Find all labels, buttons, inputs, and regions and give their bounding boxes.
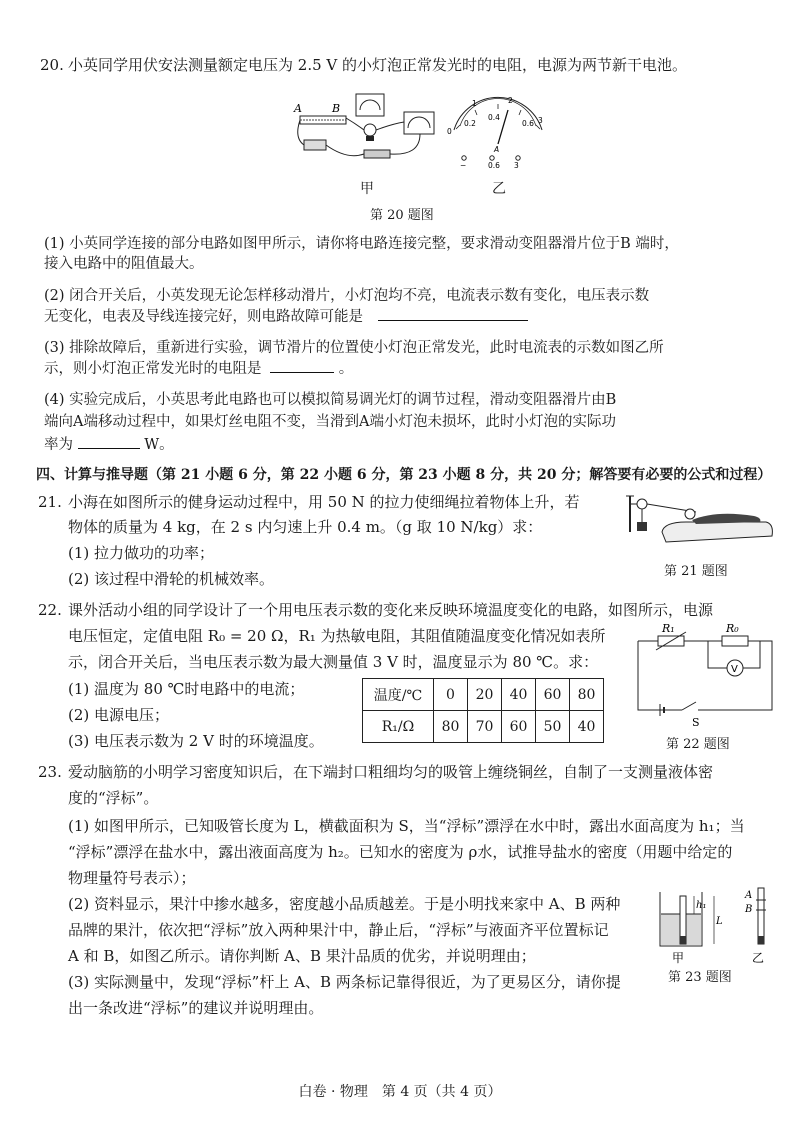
- q21-sub1: (1) 拉力做功的功率；: [68, 544, 215, 562]
- dial-tick-3: 3: [538, 116, 543, 125]
- q20-part4-line3: [44, 434, 174, 455]
- q23-number: 23.: [38, 763, 62, 781]
- table-row-temperature: [363, 679, 604, 711]
- dial-tick-0-2: 0.2: [464, 119, 476, 128]
- table-cell: 60: [502, 711, 536, 743]
- q20-part3-line1: (3) 排除故障后，重新进行实验，调节滑片的位置使小灯泡正常发光，此时电流表的示数如图乙所: [44, 340, 664, 356]
- q20-part3-text: 示，则小灯泡正常发光时的电阻是: [44, 361, 262, 377]
- q22-line3: 示，闭合开关后，当电压表示数为最大测量值 3 V 时，温度显示为 80 ℃。求：: [68, 653, 599, 671]
- table-cell: 20: [468, 679, 502, 711]
- r0-label: R₀: [726, 622, 739, 635]
- q20-figure-label-yi: 乙: [492, 181, 506, 197]
- mark-a-label: A: [745, 890, 753, 901]
- q20-part1-line1: (1) 小英同学连接的部分电路如图甲所示，请你将电路连接完整，要求滑动变阻器滑片位于B 端时，: [44, 236, 679, 252]
- q22-data-table: [362, 678, 604, 743]
- q20-part1-line2: 接入电路中的阻值最大。: [44, 256, 204, 272]
- q22-circuit-figure: [630, 618, 780, 728]
- q20-part4-text: 率为: [44, 437, 73, 453]
- q20-stem: 小英同学用伏安法测量额定电压为 2.5 V 的小灯泡正常发光时的电阻，电源为两节新干电池。: [68, 56, 687, 74]
- q20-part3-end: 。: [338, 361, 354, 377]
- q20-part2-answer-blank[interactable]: [378, 306, 528, 321]
- q20-part4-line1: (4) 实验完成后，小英思考此电路也可以模拟简易调光灯的调节过程，滑动变阻器滑片由B: [44, 392, 617, 408]
- table-row-resistance: [363, 711, 604, 743]
- q23-part2-line3: A 和 B，如图乙所示。请你判断 A、B 果汁品质的优劣，并说明理由；: [68, 947, 536, 965]
- q22-number: 22.: [38, 601, 62, 619]
- q22-figure-caption: 第 22 题图: [666, 737, 730, 752]
- dial-letter-a: A: [494, 145, 500, 154]
- q20-part4-line2: 端向A端移动过程中，如果灯丝电阻不变，当滑到A端小灯泡未损坏，此时小灯泡的实际功: [44, 414, 616, 430]
- terminal-a-label: A: [294, 102, 302, 115]
- bulb: [364, 124, 376, 136]
- terminal-minus: −: [460, 161, 467, 170]
- q22-sub3: (3) 电压表示数为 2 V 时的环境温度。: [68, 732, 324, 750]
- q23-line2: 度的“浮标”。: [68, 789, 159, 807]
- figure-yi-label: 乙: [752, 951, 765, 965]
- switch: [364, 150, 390, 158]
- q21-number: 21.: [38, 493, 62, 511]
- mat: [662, 522, 772, 542]
- q20-part3-line2: [44, 358, 353, 379]
- voltmeter-label: V: [731, 664, 738, 675]
- q23-part1-line3: 物理量符号表示）；: [68, 869, 196, 887]
- q20-ammeter-dial-figure: [442, 96, 554, 172]
- section-4-heading: 四、计算与推导题（第 21 小题 6 分，第 22 小题 6 分，第 23 小题 8 分，共 20 分；解答要有必要的公式和过程）: [36, 467, 772, 483]
- table-header-resistance: R₁/Ω: [363, 711, 434, 743]
- q23-part1-line2: “浮标”漂浮在盐水中，露出液面高度为 h₂。已知水的密度为 ρ水，试推导盐水的密度（用题中给定的: [68, 843, 733, 861]
- q20-part2-line1: (2) 闭合开关后，小英发现无论怎样移动滑片，小灯泡均不亮，电流表示数有变化，电压表示数: [44, 288, 650, 304]
- q20-number: 20.: [40, 56, 64, 74]
- dial-tick-0-4: 0.4: [488, 113, 500, 122]
- table-cell: 50: [536, 711, 570, 743]
- dial-tick-2: 2: [508, 96, 513, 105]
- q23-part3-line2: 出一条改进“浮标”的建议并说明理由。: [68, 999, 324, 1017]
- battery: [304, 140, 326, 150]
- terminal-3: 3: [514, 161, 519, 170]
- q21-line1: 小海在如图所示的健身运动过程中，用 50 N 的拉力使细绳拉着物体上升，若: [68, 493, 580, 511]
- length-l-label: L: [716, 916, 723, 927]
- q20-part2-text: 无变化，电表及导线连接完好，则电路故障可能是: [44, 309, 363, 325]
- q23-line1: 爱动脑筋的小明学习密度知识后，在下端封口粗细均匀的吸管上缠绕铜丝，自制了一支测量液体密: [68, 763, 714, 781]
- q23-part3-line1: (3) 实际测量中，发现“浮标”杆上 A、B 两条标记靠得很近，为了更易区分，请你提: [68, 973, 621, 991]
- r0-resistor: [722, 636, 748, 646]
- q21-sub2: (2) 该过程中滑轮的机械效率。: [68, 570, 275, 588]
- voltmeter: [356, 94, 384, 116]
- q21-fitness-figure: [626, 492, 776, 556]
- table-cell: 60: [536, 679, 570, 711]
- table-cell: 80: [434, 711, 468, 743]
- q21-line2: 物体的质量为 4 kg，在 2 s 内匀速上升 0.4 m。（g 取 10 N/kg）求：: [68, 518, 543, 536]
- page-footer: 白卷 · 物理 第 4 页（共 4 页）: [298, 1084, 502, 1100]
- mark-b-label: B: [745, 904, 753, 915]
- pulley: [637, 499, 647, 509]
- figure-jia-label: 甲: [672, 951, 685, 965]
- table-cell: 40: [570, 711, 604, 743]
- switch: [682, 702, 696, 710]
- q22-sub2: (2) 电源电压；: [68, 706, 170, 724]
- table-cell: 80: [570, 679, 604, 711]
- ammeter: [404, 112, 434, 134]
- q23-part2-line2: 品牌的果汁，依次把“浮标”放入两种果汁中，静止后，“浮标”与液面齐平位置标记: [68, 921, 609, 939]
- q23-part2-line1: (2) 资料显示，果汁中掺水越多，密度越小品质越差。于是小明找来家中 A、B 两种: [68, 895, 621, 913]
- r1-label: R₁: [662, 622, 675, 635]
- dial-tick-1: 1: [472, 99, 477, 108]
- q20-figure-label-jia: 甲: [360, 181, 374, 197]
- q20-part3-answer-blank[interactable]: [270, 358, 334, 373]
- switch-label: S: [692, 716, 700, 728]
- q23-float-figure: [656, 884, 776, 966]
- terminal-0-6: 0.6: [488, 161, 500, 170]
- q20-circuit-figure: [292, 88, 442, 168]
- dial-tick-0-6: 0.6: [522, 119, 534, 128]
- dial-tick-0: 0: [447, 127, 452, 136]
- table-cell: 0: [434, 679, 468, 711]
- q23-figure-caption: 第 23 题图: [668, 970, 732, 985]
- h1-label: h₁: [696, 900, 707, 911]
- q22-line2: 电压恒定，定值电阻 R₀ = 20 Ω，R₁ 为热敏电阻，其阻值随温度变化情况如表所: [68, 627, 606, 645]
- terminal-b-label: B: [332, 102, 341, 115]
- q20-part4-answer-blank[interactable]: [78, 434, 140, 449]
- q20-part2-line2: [44, 306, 528, 327]
- q23-part1-line1: (1) 如图甲所示，已知吸管长度为 L，横截面积为 S，当“浮标”漂浮在水中时，露出水面高度为 h₁；当: [68, 817, 745, 835]
- q22-line1: 课外活动小组的同学设计了一个用电压表示数的变化来反映环境温度变化的电路，如图所示，电源: [68, 601, 714, 619]
- marked-straw: [758, 888, 764, 944]
- weight-block: [637, 522, 647, 531]
- q20-figure-caption: 第 20 题图: [370, 208, 434, 223]
- q21-figure-caption: 第 21 题图: [664, 564, 728, 579]
- q20-part4-unit: W。: [144, 437, 174, 453]
- table-cell: 70: [468, 711, 502, 743]
- table-cell: 40: [502, 679, 536, 711]
- q22-sub1: (1) 温度为 80 ℃时电路中的电流；: [68, 680, 305, 698]
- table-header-temperature: 温度/℃: [363, 679, 434, 711]
